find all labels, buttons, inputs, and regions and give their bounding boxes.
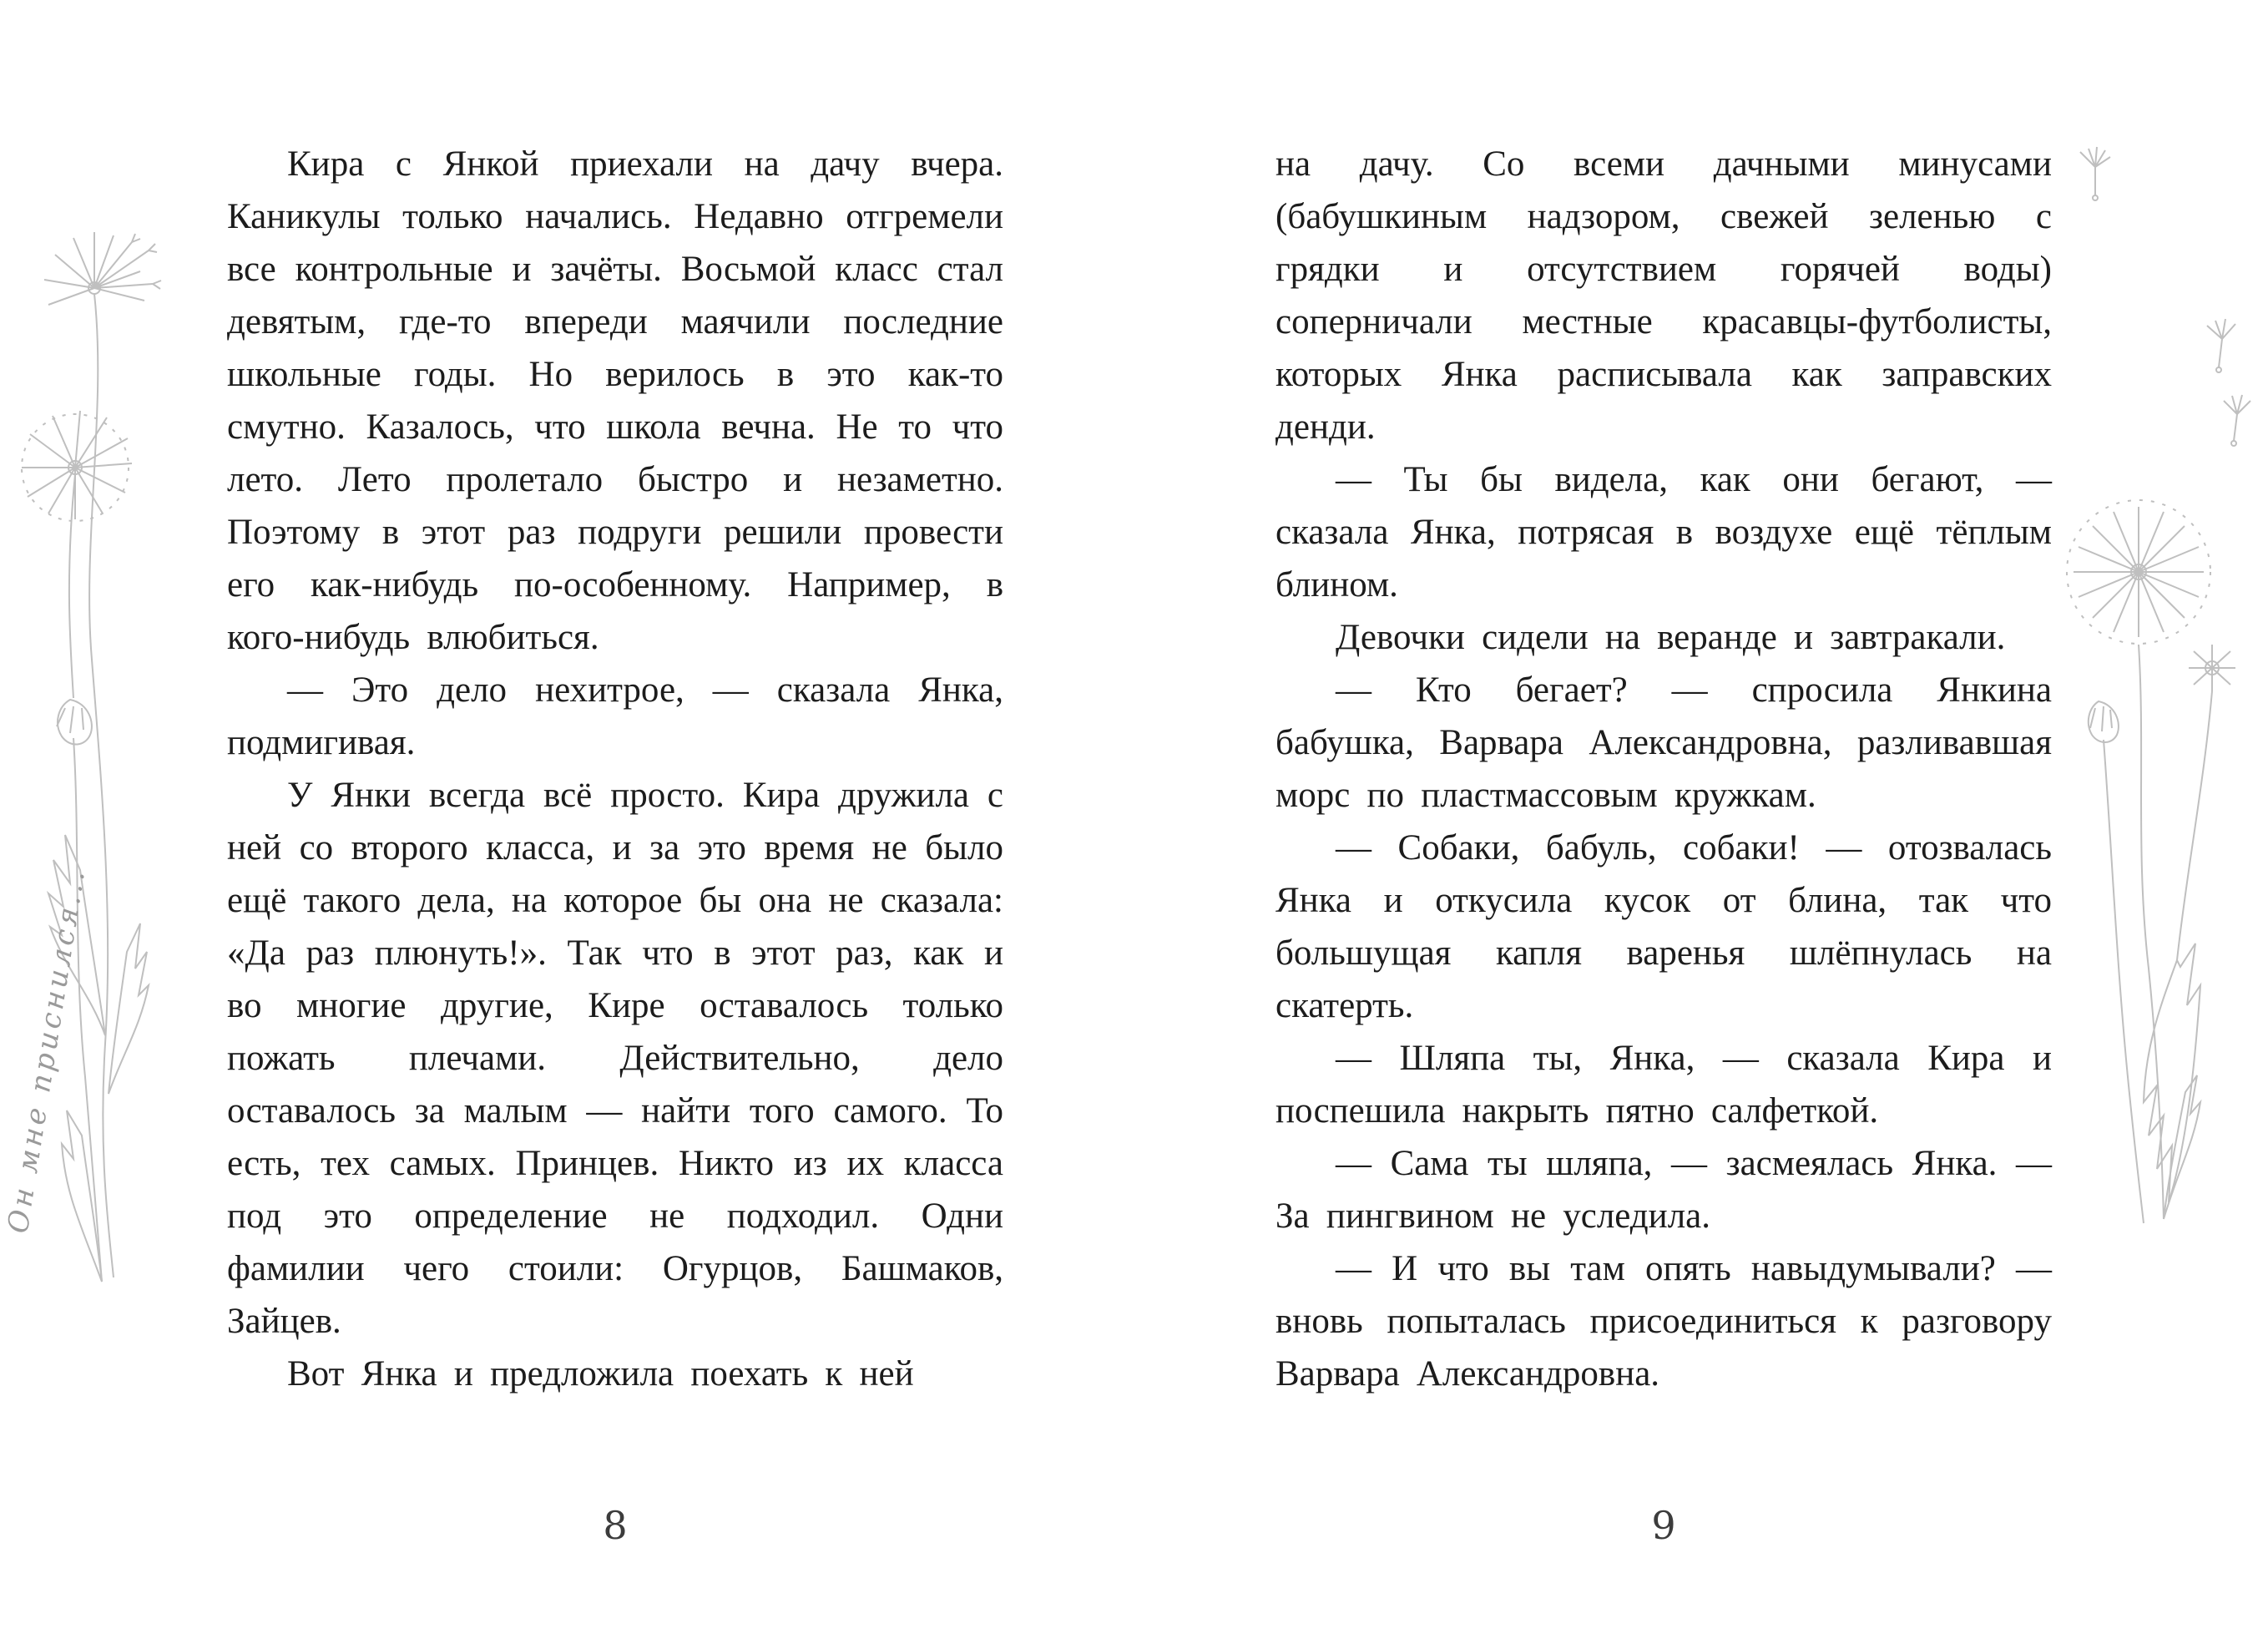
dandelion-seed-icon <box>2080 147 2110 200</box>
paragraph: Вот Янка и предложила поехать к ней <box>287 1354 914 1394</box>
dandelion-leaf-icon <box>2164 1075 2200 1219</box>
paragraph: У Янки всегда всё просто. Кира дружила с ней со второго класса, и за это время не было ещё такого дела, на которое бы она не сказала: «Да раз плюнуть!». Так что в этот раз, как и во многие другие, Кире оставалось только пожать плечами. Действительно, дело оставалось за малым — найти того самого. То есть, тех самых. Принцев. Никто из их класса под это определение не подходил. Одни фамилии чего стоили: Огурцов, Башмаков, Зайцев. <box>227 776 1003 1341</box>
paragraph: — И что вы там опять навыдумывали? — вновь попыталась присоединиться к разговору Варвара Александровна. <box>1275 1249 2052 1394</box>
stem-line <box>69 474 75 698</box>
dandelion-fluffy-head-icon <box>22 411 132 521</box>
dandelion-half-head-icon <box>44 232 161 305</box>
stem-line <box>2104 740 2144 1223</box>
dandelion-seed-icon <box>2224 395 2250 446</box>
paragraph: — Ты бы видела, как они бегают, — сказала Янка, потрясая в воздухе ещё тёплым блином. <box>1275 460 2052 604</box>
page-number: 9 <box>1651 1503 1676 1548</box>
dandelion-seed-icon <box>2207 319 2235 372</box>
paragraph: — Кто бегает? — спросила Янкина бабушка, Варвара Александровна, разливавшая морс по пластмассовым кружкам. <box>1275 670 2052 815</box>
dandelion-seed-head-icon <box>2067 500 2210 644</box>
stem-line <box>2177 691 2212 960</box>
paragraph: Девочки сидели на веранде и завтракали. <box>1336 618 2006 657</box>
page-left <box>227 138 1003 1400</box>
paragraph: — Собаки, бабуль, собаки! — отозвалась Янка и откусила кусок от блина, так что большущая капля варенья шлёпнулась на скатерть. <box>1275 828 2052 1025</box>
stem-line <box>89 294 114 1277</box>
dandelion-bud-icon <box>57 700 92 745</box>
paragraph: на дачу. Со всеми дачными минусами (бабушкиным надзором, свежей зеленью с грядки и отсутствием горячей воды) соперничали местные красавцы-футболисты, которых Янка расписывала как заправских денди. <box>1275 144 2052 447</box>
dandelion-bud-icon <box>2089 701 2119 742</box>
stem-line <box>2139 645 2164 1219</box>
dandelion-leaf-icon <box>2144 943 2200 1202</box>
dandelion-leaf-icon <box>62 1110 102 1282</box>
page-right <box>1275 138 2052 1400</box>
paragraph: — Сама ты шляпа, — засмеялась Янка. — За пингвином не уследила. <box>1275 1144 2052 1236</box>
dandelion-leaf-icon <box>109 923 149 1094</box>
paragraph: — Это дело нехитрое, — сказала Янка, подмигивая. <box>227 670 1003 762</box>
dandelion-flower-icon <box>2189 645 2235 691</box>
page-number: 8 <box>603 1503 628 1548</box>
margin-book-title: Он мне приснился... <box>1 865 93 1236</box>
dandelion-plant-illustration-right <box>2037 117 2262 1227</box>
paragraph: — Шляпа ты, Янка, — сказала Кира и поспешила накрыть пятно салфеткой. <box>1275 1039 2052 1131</box>
paragraph: Кира с Янкой приехали на дачу вчера. Каникулы только начались. Недавно отгремели все контрольные и зачёты. Восьмой класс стал девятым, где-то впереди маячили последние школьные годы. Но верилось в это как-то смутно. Казалось, что школа вечна. Не то что лето. Лето пролетало быстро и незаметно. Поэтому в этот раз подруги решили провести его как-нибудь по-особенному. Например, в кого-нибудь влюбиться. <box>227 144 1003 657</box>
